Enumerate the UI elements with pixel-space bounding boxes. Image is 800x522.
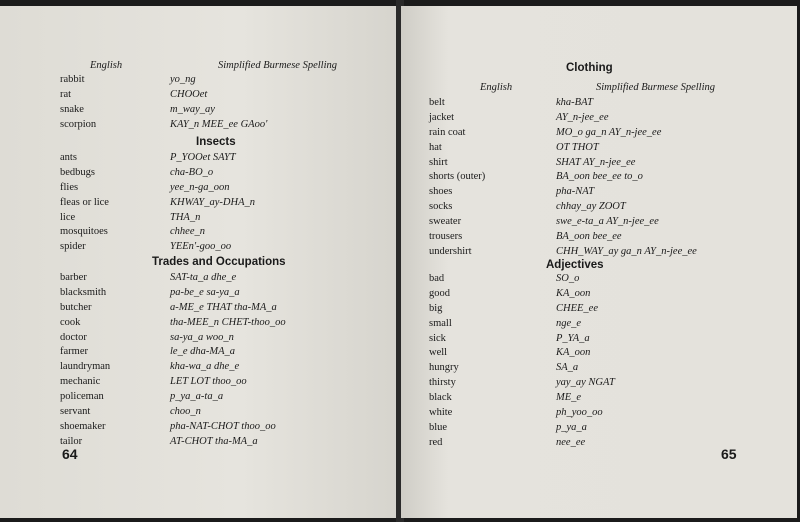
english-word: rabbit — [60, 74, 85, 85]
english-word: shirt — [429, 156, 448, 168]
english-word: sweater — [429, 216, 462, 228]
english-word: small — [429, 317, 452, 329]
burmese-spelling: chhee_n — [170, 226, 205, 238]
burmese-spelling: m_way_ay — [170, 103, 215, 115]
vocab-row — [429, 303, 779, 318]
burmese-spelling: pha-NAT — [556, 186, 595, 198]
english-word: ants — [60, 152, 77, 163]
vocab-row — [60, 74, 380, 89]
vocab-row — [429, 318, 779, 333]
english-word: trousers — [429, 231, 463, 243]
vocab-row — [429, 201, 779, 216]
vocab-row — [429, 246, 779, 261]
page-number-right: 65 — [721, 446, 737, 462]
insects-list — [60, 152, 380, 256]
burmese-spelling: YEEn'-goo_oo — [170, 241, 232, 253]
vocab-row — [60, 152, 380, 167]
burmese-spelling: pa-be_e sa-ya_a — [170, 286, 240, 298]
burmese-spelling: OT THOT — [556, 141, 599, 153]
right-page — [401, 6, 797, 518]
english-word: blacksmith — [60, 286, 107, 298]
burmese-spelling: CHOOet — [170, 88, 208, 100]
burmese-spelling: sa-ya_a woo_n — [170, 331, 234, 343]
burmese-spelling: cha-BO_o — [170, 166, 214, 178]
vocab-row — [429, 97, 779, 112]
burmese-spelling: ph_yoo_oo — [556, 407, 603, 419]
burmese-spelling: KA_oon — [556, 347, 591, 359]
english-word: mechanic — [60, 376, 101, 388]
english-word: shorts (outer) — [429, 171, 486, 183]
section-title-clothing: Clothing — [566, 62, 613, 74]
burmese-spelling: LET LOT thoo_oo — [170, 376, 247, 388]
vocab-row — [429, 392, 779, 407]
burmese-spelling: p_ya_a-ta_a — [170, 391, 224, 403]
header-english-right: English — [480, 82, 513, 93]
vocab-row — [60, 119, 380, 134]
vocab-row — [60, 406, 380, 421]
english-word: mosquitoes — [60, 226, 108, 238]
vocab-row — [60, 436, 380, 451]
vocab-row — [429, 186, 779, 201]
english-word: blue — [429, 421, 448, 433]
burmese-spelling: tha-MEE_n CHET-thoo_oo — [170, 316, 286, 328]
vocab-row — [429, 157, 779, 172]
english-word: shoes — [429, 186, 453, 198]
vocab-row — [60, 332, 380, 347]
english-word: spider — [60, 241, 86, 253]
english-word: lice — [60, 211, 76, 223]
vocab-row — [429, 377, 779, 392]
vocab-row — [429, 288, 779, 303]
burmese-spelling: CHH_WAY_ay ga_n AY_n-jee_ee — [556, 245, 697, 257]
english-word: rat — [60, 88, 72, 100]
burmese-spelling: kha-BAT — [556, 97, 593, 108]
trades-list — [60, 272, 380, 451]
section-title-trades: Trades and Occupations — [152, 256, 286, 268]
vocab-row — [429, 171, 779, 186]
header-burmese: Simplified Burmese Spelling — [218, 60, 337, 71]
english-word: fleas or lice — [60, 196, 109, 208]
burmese-spelling: SHAT AY_n-jee_ee — [556, 156, 636, 168]
english-word: butcher — [60, 301, 92, 313]
burmese-spelling: a-ME_e THAT tha-MA_a — [170, 301, 277, 313]
english-word: good — [429, 287, 450, 299]
burmese-spelling: yee_n-ga_oon — [170, 181, 230, 193]
english-word: white — [429, 407, 453, 419]
burmese-spelling: chhay_ay ZOOT — [556, 201, 626, 213]
english-word: bad — [429, 273, 445, 284]
english-word: well — [429, 347, 448, 359]
english-word: hat — [429, 141, 442, 153]
english-word: red — [429, 436, 443, 448]
vocab-row — [429, 112, 779, 127]
burmese-spelling: THA_n — [170, 211, 201, 223]
english-word: shoemaker — [60, 420, 106, 432]
english-word: policeman — [60, 391, 104, 403]
vocab-row — [429, 362, 779, 377]
vocab-row — [60, 421, 380, 436]
vocab-row — [429, 127, 779, 142]
english-word: rain coat — [429, 126, 466, 138]
burmese-spelling: CHEE_ee — [556, 302, 598, 314]
burmese-spelling: AY_n-jee_ee — [556, 111, 609, 123]
english-word: flies — [60, 181, 79, 193]
english-word: barber — [60, 272, 87, 283]
vocab-row — [60, 226, 380, 241]
vocab-row — [429, 333, 779, 348]
vocab-row — [60, 287, 380, 302]
burmese-spelling: BA_oon bee_ee — [556, 231, 622, 243]
page-number-left: 64 — [62, 446, 78, 462]
english-word: bedbugs — [60, 166, 95, 178]
vocab-row — [429, 273, 779, 288]
burmese-spelling: KA_oon — [556, 287, 591, 299]
header-burmese-right: Simplified Burmese Spelling — [596, 82, 715, 93]
burmese-spelling: nee_ee — [556, 436, 586, 448]
english-word: belt — [429, 97, 445, 108]
vocab-row — [60, 241, 380, 256]
vocab-row — [429, 407, 779, 422]
vocab-row — [60, 391, 380, 406]
vocab-row — [60, 182, 380, 197]
english-word: sick — [429, 332, 446, 344]
english-word: doctor — [60, 331, 87, 343]
left-page — [0, 6, 400, 518]
burmese-spelling: BA_oon bee_ee to_o — [556, 171, 643, 183]
burmese-spelling: pha-NAT-CHOT thoo_oo — [170, 420, 276, 432]
burmese-spelling: choo_n — [170, 406, 201, 418]
animals-list — [60, 74, 380, 134]
vocab-row — [429, 422, 779, 437]
burmese-spelling: yay_ay NGAT — [556, 377, 615, 389]
burmese-spelling: p_ya_a — [556, 421, 587, 433]
burmese-spelling: kha-wa_a dhe_e — [170, 361, 240, 373]
vocab-row — [60, 212, 380, 227]
english-word: laundryman — [60, 361, 111, 373]
vocab-row — [60, 361, 380, 376]
burmese-spelling: P_YOOet SAYT — [170, 152, 236, 163]
english-word: scorpion — [60, 118, 97, 130]
adjectives-list — [429, 273, 779, 452]
english-word: socks — [429, 201, 453, 213]
vocab-row — [429, 142, 779, 157]
burmese-spelling: AT-CHOT tha-MA_a — [170, 435, 258, 447]
burmese-spelling: swe_e-ta_a AY_n-jee_ee — [556, 216, 659, 228]
burmese-spelling: P_YA_a — [556, 332, 590, 344]
vocab-row — [429, 347, 779, 362]
english-word: farmer — [60, 346, 88, 358]
burmese-spelling: le_e dha-MA_a — [170, 346, 236, 358]
english-word: big — [429, 302, 443, 314]
vocab-row — [60, 376, 380, 391]
vocab-row — [60, 104, 380, 119]
section-title-insects: Insects — [196, 136, 236, 148]
burmese-spelling: KAY_n MEE_ee GAoo' — [170, 118, 268, 130]
english-word: undershirt — [429, 245, 472, 257]
burmese-spelling: yo_ng — [170, 74, 196, 85]
vocab-row — [60, 167, 380, 182]
vocab-row — [60, 272, 380, 287]
vocab-row — [429, 216, 779, 231]
burmese-spelling: nge_e — [556, 317, 582, 329]
vocab-row — [60, 317, 380, 332]
burmese-spelling: ME_e — [556, 392, 582, 404]
english-word: servant — [60, 406, 91, 418]
burmese-spelling: SA_a — [556, 362, 579, 374]
vocab-row — [60, 346, 380, 361]
vocab-row — [60, 302, 380, 317]
clothing-list — [429, 97, 779, 261]
english-word: cook — [60, 316, 81, 328]
section-title-adjectives: Adjectives — [546, 259, 604, 271]
vocab-row — [60, 89, 380, 104]
vocab-row — [60, 197, 380, 212]
english-word: snake — [60, 103, 84, 115]
english-word: black — [429, 392, 452, 404]
vocab-row — [429, 231, 779, 246]
burmese-spelling: SO_o — [556, 273, 580, 284]
english-word: hungry — [429, 362, 459, 374]
header-english: English — [90, 60, 123, 71]
english-word: jacket — [429, 111, 455, 123]
english-word: tailor — [60, 435, 83, 447]
burmese-spelling: MO_o ga_n AY_n-jee_ee — [556, 126, 662, 138]
english-word: thirsty — [429, 377, 456, 389]
burmese-spelling: SAT-ta_a dhe_e — [170, 272, 237, 283]
burmese-spelling: KHWAY_ay-DHA_n — [170, 196, 256, 208]
